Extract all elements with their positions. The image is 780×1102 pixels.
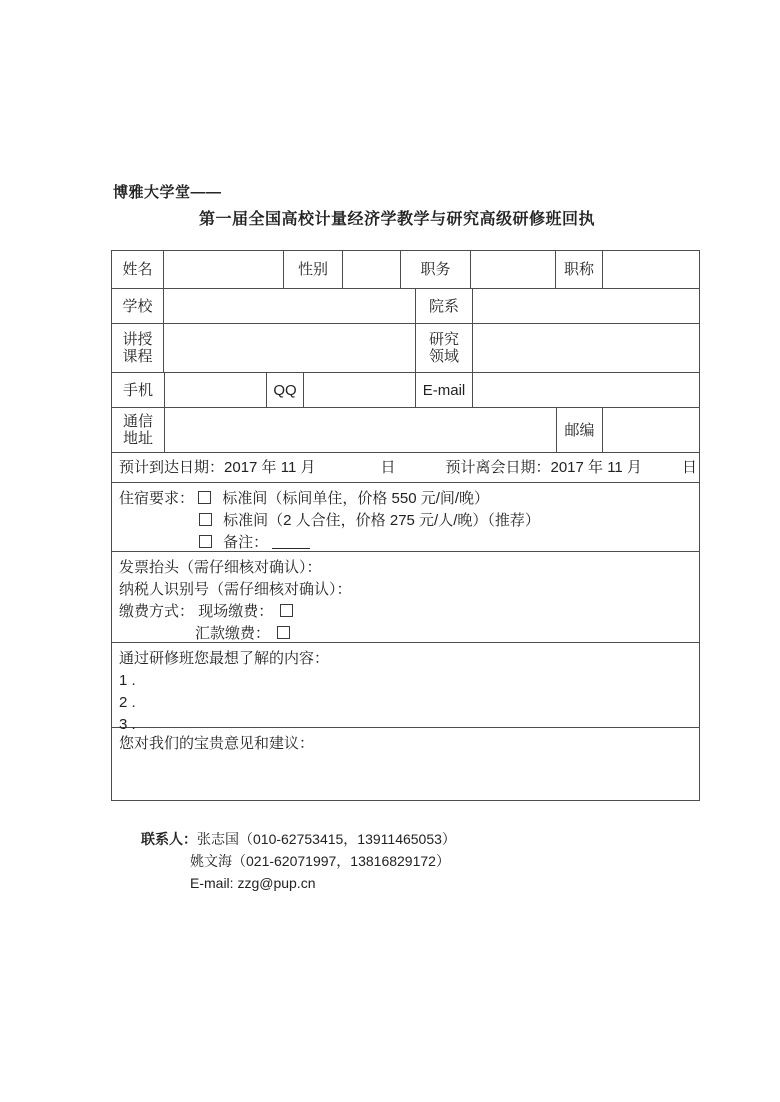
remark-checkbox[interactable] [199, 535, 212, 548]
course-label-line1: 讲授 [122, 331, 153, 348]
contact-person-2: 姚文海（021-62071997，13816829172） [190, 853, 450, 869]
doc-title-line1: 博雅大学堂—— [113, 184, 222, 201]
zip-label: 邮编 [557, 408, 603, 452]
standard-shared-checkbox[interactable] [199, 513, 212, 526]
research-input[interactable] [473, 324, 699, 372]
lodging-option-2 [119, 510, 699, 532]
arrival-day-label: 日 [380, 459, 396, 476]
dates-row[interactable] [112, 453, 699, 482]
table-row [112, 552, 699, 643]
rank-label: 职称 [556, 251, 603, 288]
interests-title: 通过研修班您最想了解的内容： [119, 650, 330, 667]
gender-label: 性别 [284, 251, 343, 288]
mobile-label: 手机 [112, 373, 165, 407]
remittance-payment-label: 汇款缴费： [195, 625, 271, 642]
course-label [112, 324, 164, 372]
email-input[interactable] [473, 373, 699, 407]
contact-label: 联系人： [141, 831, 197, 847]
department-label: 院系 [416, 289, 473, 323]
lodging-label: 住宿要求： [119, 490, 195, 507]
research-label-line1: 研究 [428, 331, 459, 348]
lodging-option-1 [119, 488, 699, 510]
position-input[interactable] [471, 251, 556, 288]
address-label-line1: 通信 [122, 413, 153, 430]
payment-method-label: 缴费方式： [119, 603, 195, 620]
research-label [416, 324, 473, 372]
lodging-option-3 [119, 532, 699, 554]
table-row [112, 408, 699, 453]
table-row [112, 728, 699, 800]
address-input[interactable] [165, 408, 557, 452]
onsite-payment-checkbox[interactable] [280, 604, 293, 617]
table-row [112, 453, 699, 483]
feedback-title: 您对我们的宝贵意见和建议： [119, 735, 315, 752]
course-input[interactable] [164, 324, 416, 372]
address-label-line2: 地址 [122, 430, 153, 447]
invoice-title-line[interactable]: 发票抬头（需仔细核对确认）： [119, 559, 322, 576]
qq-label: QQ [267, 373, 304, 407]
interest-item-3[interactable]: 3 . [119, 716, 136, 733]
contact-block [141, 828, 456, 894]
invoice-section [112, 552, 699, 642]
school-label: 学校 [112, 289, 164, 323]
qq-input[interactable] [304, 373, 416, 407]
lodging-option-2-text: 标准间（2 人合住，价格 275 元/人/晚）（推荐） [223, 512, 540, 529]
contact-person-1: 张志国（010-62753415，13911465053） [197, 831, 456, 847]
remittance-payment-checkbox[interactable] [277, 626, 290, 639]
departure-day-label: 日 [681, 459, 697, 476]
email-label: E-mail [416, 373, 473, 407]
table-row [112, 289, 699, 324]
departure-date-label: 预计离会日期：2017 年 11 月 [445, 459, 642, 476]
research-label-line2: 领域 [428, 348, 459, 365]
taxpayer-id-line[interactable]: 纳税人识别号（需仔细核对确认）： [119, 581, 352, 598]
lodging-section [112, 483, 699, 551]
position-label: 职务 [401, 251, 471, 288]
table-row [112, 251, 699, 289]
name-label: 姓名 [112, 251, 164, 288]
remark-blank-line[interactable] [272, 536, 310, 549]
mobile-input[interactable] [165, 373, 267, 407]
contact-email: E-mail: zzg@pup.cn [190, 875, 316, 891]
table-row [112, 483, 699, 552]
arrival-date-label: 预计到达日期： [119, 459, 225, 476]
table-row [112, 373, 699, 408]
arrival-date-value: 2017 年 11 月 [224, 459, 316, 476]
gender-input[interactable] [343, 251, 401, 288]
school-input[interactable] [164, 289, 416, 323]
department-input[interactable] [473, 289, 699, 323]
lodging-option-3-text: 备注： [223, 534, 269, 551]
table-row [112, 643, 699, 733]
zip-input[interactable] [603, 408, 699, 452]
course-label-line2: 课程 [122, 348, 153, 365]
interest-item-1[interactable]: 1 . [119, 672, 136, 689]
registration-form-table [111, 250, 700, 801]
feedback-section[interactable] [112, 728, 699, 800]
onsite-payment-label: 现场缴费： [198, 603, 274, 620]
interest-item-2[interactable]: 2 . [119, 694, 136, 711]
payment-method-line [119, 601, 699, 623]
lodging-option-1-text: 标准间（标间单住，价格 550 元/间/晚） [222, 490, 490, 507]
standard-single-checkbox[interactable] [198, 491, 211, 504]
address-label [112, 408, 165, 452]
table-row [112, 324, 699, 373]
contact-line-1 [141, 828, 456, 850]
doc-title-line2: 第一届全国高校计量经济学教学与研究高级研修班回执 [199, 211, 596, 228]
name-input[interactable] [164, 251, 284, 288]
interests-section [112, 643, 699, 733]
rank-input[interactable] [603, 251, 699, 288]
remittance-line [119, 623, 699, 645]
